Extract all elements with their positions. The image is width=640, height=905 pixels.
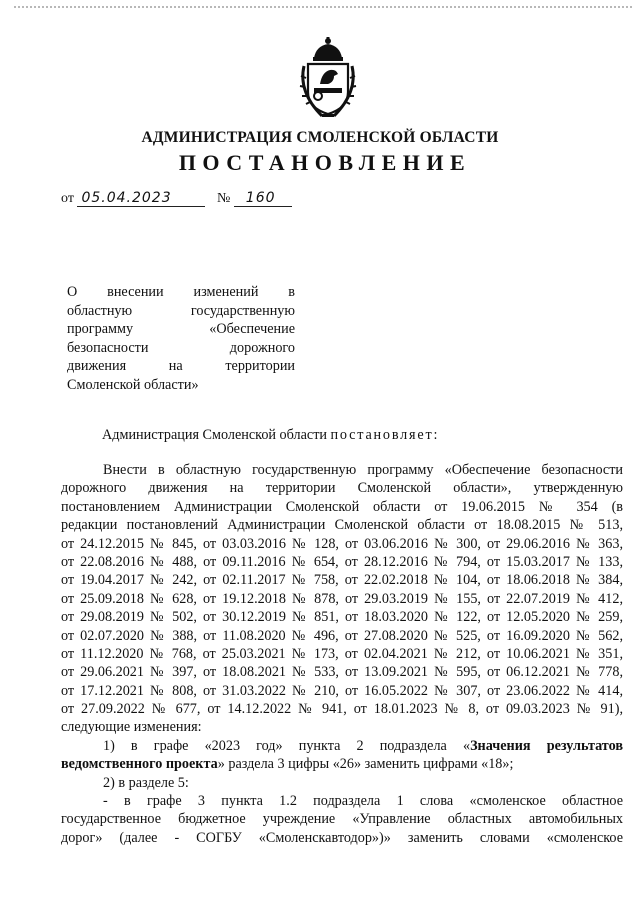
subject-line: Смоленской области» — [67, 376, 199, 393]
body-line: от 29.08.2019 № 502, от 30.12.2019 № 851, от 18.03.2020 № 122, от 12.05.2020 № 259, — [61, 609, 623, 626]
date-field — [77, 192, 205, 207]
document-body — [61, 461, 623, 847]
body-line: от 02.07.2020 № 388, от 11.08.2020 № 496, от 27.08.2020 № 525, от 16.09.2020 № 562, — [61, 627, 623, 644]
number-prefix: № — [216, 191, 231, 206]
item-1-bold-2: ведомственного проекта — [61, 756, 218, 773]
date-prefix: от — [61, 191, 74, 206]
body-line: от 19.04.2017 № 242, от 02.11.2017 № 758, от 22.02.2018 № 104, от 18.06.2018 № 384, — [61, 572, 623, 589]
body-line: следующие изменения: — [61, 719, 202, 736]
subject-line: О внесении изменений в — [67, 284, 295, 300]
body-line: дорожного движения на территории Смоленской области», утвержденную — [61, 480, 623, 497]
body-line: от 11.12.2020 № 768, от 25.03.2021 № 173, от 02.04.2021 № 212, от 10.06.2021 № 351, — [61, 645, 623, 662]
preamble-text: Администрация Смоленской области — [102, 427, 331, 443]
body-line: от 29.06.2021 № 397, от 18.08.2021 № 533, от 13.09.2021 № 595, от 06.12.2021 № 778, — [61, 664, 623, 681]
body-line: Внести в областную государственную программу «Обеспечение безопасности — [103, 462, 623, 478]
body-line: от 17.12.2021 № 808, от 31.03.2022 № 210, от 16.05.2022 № 307, от 23.06.2022 № 414, — [61, 682, 623, 699]
body-line: от 24.12.2015 № 845, от 03.03.2016 № 128, от 03.06.2016 № 300, от 29.06.2016 № 363, — [61, 535, 623, 552]
item-1-line-2 — [61, 755, 623, 773]
document-type-title: ПОСТАНОВЛЕНИЕ — [178, 150, 472, 175]
number-field — [234, 192, 292, 207]
item-1-text-end: » раздела 3 цифры «26» заменить цифрами «18»; — [217, 756, 514, 773]
subject-line: движения на территории — [67, 358, 295, 375]
subject-line: безопасности дорожного — [67, 339, 295, 356]
body-line: редакции постановлений Администрации Смоленской области от 18.08.2015 № 513, — [61, 517, 623, 534]
item-2-line: государственное бюджетное учреждение «Управление областных автомобильных — [61, 811, 623, 828]
body-line: от 27.09.2022 № 677, от 14.12.2022 № 941, от 18.01.2023 № 8, от 09.03.2023 № 91), — [61, 701, 623, 718]
coat-of-arms-emblem — [296, 36, 360, 120]
organization-title: АДМИНИСТРАЦИЯ СМОЛЕНСКОЙ ОБЛАСТИ — [141, 129, 499, 146]
item-2-line: - в графе 3 пункта 1.2 подраздела 1 слова «смоленское областное — [103, 793, 623, 810]
preamble-resolves: постановляет: — [330, 427, 440, 443]
date-handwritten: 05.04.2023 — [81, 190, 172, 206]
item-2-line: 2) в разделе 5: — [103, 774, 189, 791]
item-1-text: 1) в графе «2023 год» пункта 2 подраздела « — [103, 737, 471, 754]
item-1-line-1 — [61, 737, 623, 755]
document-subject — [67, 283, 295, 395]
date-number-line — [61, 191, 292, 207]
scan-edge-dots — [14, 6, 632, 12]
body-line: от 25.09.2018 № 628, от 19.12.2018 № 878, от 29.03.2019 № 155, от 22.07.2019 № 412, — [61, 590, 623, 607]
subject-line: областную государственную — [67, 302, 295, 319]
preamble — [102, 427, 439, 444]
number-handwritten: 160 — [245, 190, 276, 206]
body-line: постановлением Администрации Смоленской области от 19.06.2015 № 354 (в — [61, 498, 623, 515]
item-1-bold-1: Значения результатов — [470, 737, 623, 754]
body-line: от 22.08.2016 № 488, от 09.11.2016 № 654, от 28.12.2016 № 794, от 15.03.2017 № 133, — [61, 553, 623, 570]
subject-line: программу «Обеспечение — [67, 321, 295, 338]
item-2-line: дорог» (далее - СОГБУ «Смоленскавтодор»)» заменить словами «смоленское — [61, 829, 623, 846]
